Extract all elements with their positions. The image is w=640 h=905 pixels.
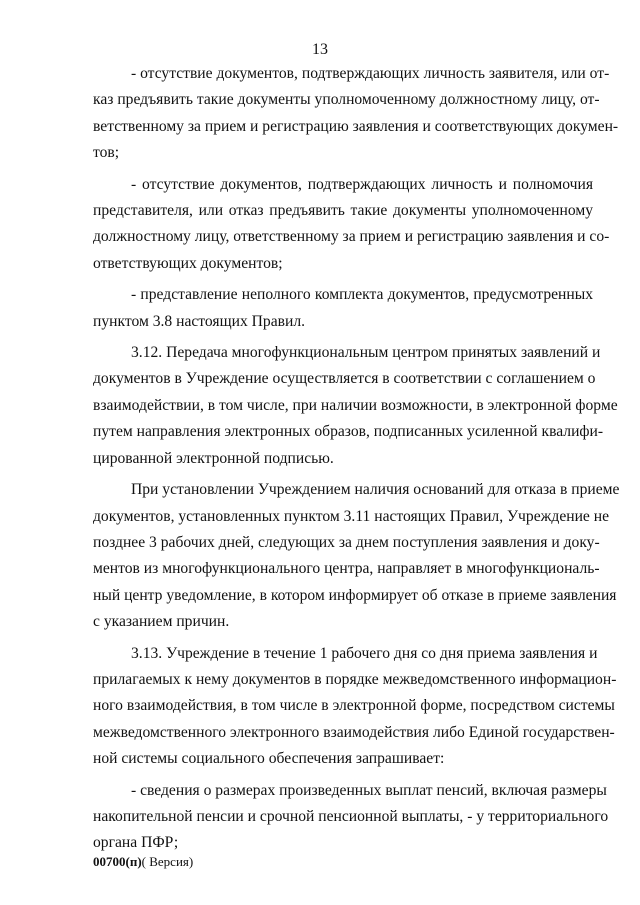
text-line: цированной электронной подписью. — [93, 449, 334, 467]
text-line: пунктом 3.8 настоящих Правил. — [93, 312, 306, 330]
text-line: ветственному за прием и регистрацию заявления и соответствующих докумен- — [93, 117, 619, 135]
text-line: с указанием причин. — [93, 613, 230, 631]
text-line: 3.13. Учреждение в течение 1 рабочего дня со дня приема заявления и — [131, 644, 598, 662]
paragraph-refusal-notification — [93, 477, 620, 635]
text-line: документов в Учреждение осуществляется в соответствии с соглашением о — [93, 370, 596, 388]
text-line: - отсутствие документов, подтверждающих личность и полномочия — [131, 175, 593, 193]
paragraph-3-13 — [93, 641, 617, 773]
paragraph-absence-representative-documents — [93, 172, 610, 278]
text-line: представителя, или отказ предъявить такие документы уполномоченному — [93, 202, 593, 220]
document-footer — [93, 854, 193, 870]
text-line: При установлении Учреждением наличия оснований для отказа в приеме — [131, 481, 620, 499]
text-line: каз предъявить такие документы уполномоченному должностному лицу, от- — [93, 91, 600, 109]
text-line: ного взаимодействия, в том числе в электронной форме, посредством системы — [93, 697, 615, 715]
paragraph-incomplete-documents — [93, 282, 593, 335]
paragraph-absence-applicant-documents — [93, 61, 619, 167]
text-line: 3.12. Передача многофункциональным центром принятых заявлений и — [131, 344, 601, 362]
paragraph-3-12 — [93, 340, 618, 472]
text-line: - сведения о размерах произведенных выплат пенсий, включая размеры — [131, 781, 607, 799]
document-version: ( Версия) — [141, 854, 194, 869]
text-line: - представление неполного комплекта документов, предусмотренных — [131, 286, 593, 304]
text-line: органа ПФР; — [93, 834, 179, 852]
document-body — [93, 61, 620, 862]
document-code: 00700(п) — [93, 854, 142, 869]
text-line: ответствующих документов; — [93, 254, 283, 272]
text-line: путем направления электронных образов, подписанных усиленной квалифи- — [93, 423, 604, 441]
paragraph-pension-payments — [93, 778, 609, 857]
text-line: должностному лицу, ответственному за прием и регистрацию заявления и со- — [93, 228, 610, 246]
page-number: 13 — [312, 41, 328, 58]
text-line: взаимодействии, в том числе, при наличии возможности, в электронной форме — [93, 396, 618, 414]
text-line: тов; — [93, 144, 120, 162]
text-line: - отсутствие документов, подтверждающих личность заявителя, или от- — [131, 65, 610, 82]
text-line: накопительной пенсии и срочной пенсионной выплаты, - у территориального — [93, 807, 609, 825]
text-line: позднее 3 рабочих дней, следующих за днем поступления заявления и доку- — [93, 533, 600, 551]
text-line: ный центр уведомление, в котором информирует об отказе в приеме заявления — [93, 586, 617, 604]
text-line: ментов из многофункционального центра, направляет в многофункциональ- — [93, 560, 600, 578]
text-line: документов, установленных пунктом 3.11 настоящих Правил, Учреждение не — [93, 507, 610, 525]
text-line: ной системы социального обеспечения запрашивает: — [93, 750, 445, 768]
text-line: межведомственного электронного взаимодействия либо Единой государствен- — [93, 723, 615, 741]
text-line: прилагаемых к нему документов в порядке межведомственного информацион- — [93, 670, 617, 688]
